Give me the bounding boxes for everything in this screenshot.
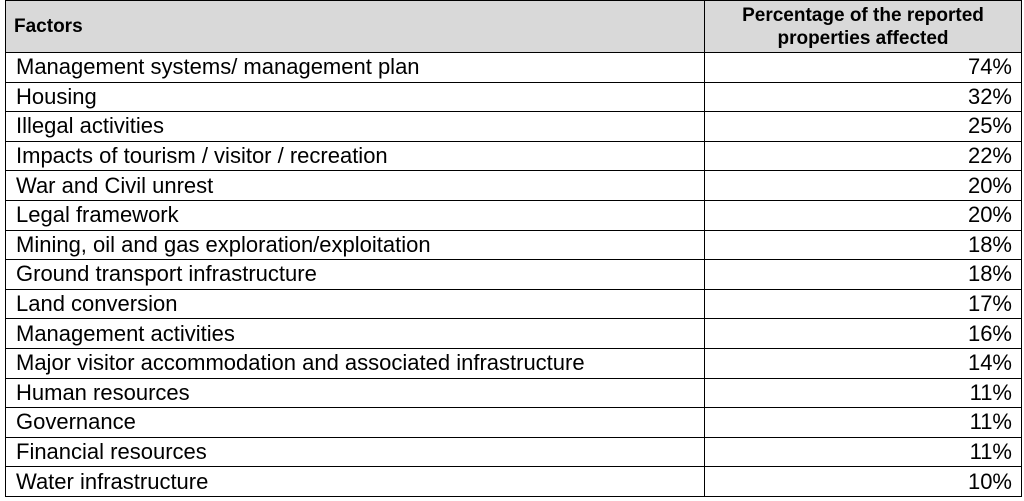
table-row [6,408,1022,438]
table-row [6,260,1022,290]
factor-cell: Management systems/ management plan [6,53,705,83]
percentage-cell: 14% [705,348,1022,378]
factor-cell: War and Civil unrest [6,171,705,201]
header-percentage: Percentage of the reported properties affected [705,1,1022,53]
percentage-cell: 18% [705,260,1022,290]
factor-cell: Mining, oil and gas exploration/exploitation [6,230,705,260]
table-header [6,1,1022,53]
table-row [6,467,1022,497]
percentage-cell: 11% [705,437,1022,467]
percentage-cell: 11% [705,408,1022,438]
header-factors: Factors [6,1,705,53]
factor-cell: Human resources [6,378,705,408]
percentage-cell: 11% [705,378,1022,408]
factor-cell: Governance [6,408,705,438]
factor-cell: Housing [6,82,705,112]
percentage-cell: 16% [705,319,1022,349]
factor-cell: Major visitor accommodation and associated infrastructure [6,348,705,378]
percentage-cell: 20% [705,171,1022,201]
table-body [6,53,1022,497]
factor-cell: Illegal activities [6,112,705,142]
table-row [6,378,1022,408]
table-row [6,112,1022,142]
percentage-cell: 10% [705,467,1022,497]
factor-cell: Ground transport infrastructure [6,260,705,290]
percentage-cell: 32% [705,82,1022,112]
table-row [6,141,1022,171]
factor-cell: Legal framework [6,200,705,230]
table-row [6,319,1022,349]
percentage-cell: 25% [705,112,1022,142]
percentage-cell: 18% [705,230,1022,260]
factor-cell: Management activities [6,319,705,349]
table-row [6,200,1022,230]
table-row [6,230,1022,260]
percentage-cell: 74% [705,53,1022,83]
table-row [6,171,1022,201]
table-row [6,289,1022,319]
table-row [6,53,1022,83]
factor-cell: Financial resources [6,437,705,467]
table-row [6,348,1022,378]
factor-cell: Water infrastructure [6,467,705,497]
table-row [6,437,1022,467]
percentage-cell: 20% [705,200,1022,230]
header-row [6,1,1022,53]
percentage-cell: 22% [705,141,1022,171]
factors-table [5,0,1022,497]
percentage-cell: 17% [705,289,1022,319]
table-row [6,82,1022,112]
factor-cell: Land conversion [6,289,705,319]
factor-cell: Impacts of tourism / visitor / recreation [6,141,705,171]
